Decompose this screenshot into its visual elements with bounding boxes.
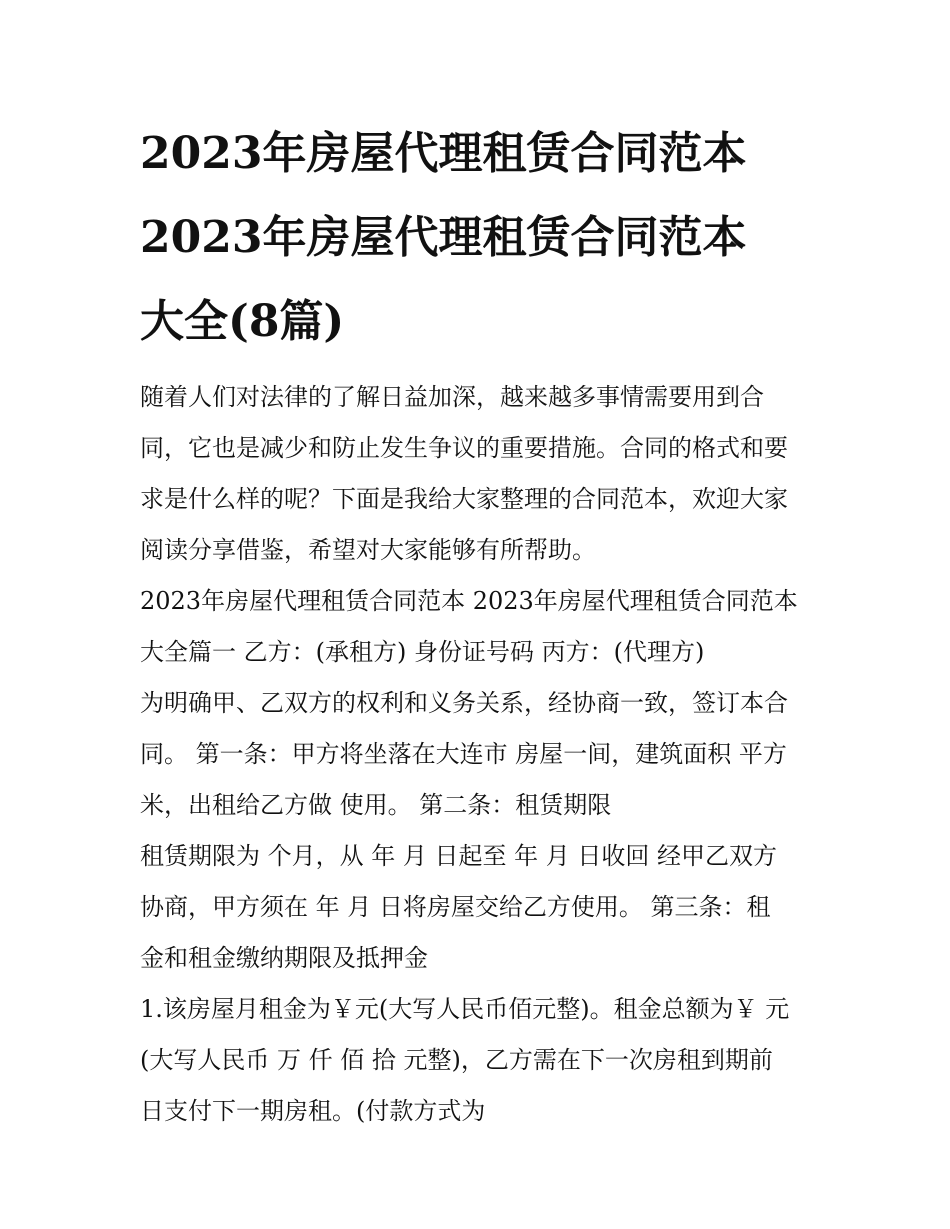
text-line: 同。 第一条：甲方将坐落在大连市 房屋一间，建筑面积 平方 bbox=[140, 740, 787, 768]
intro-paragraph bbox=[140, 372, 820, 576]
title-line: 大全(8篇) bbox=[140, 296, 345, 347]
document-title bbox=[140, 112, 820, 364]
text-line: 随着人们对法律的了解日益加深，越来越多事情需要用到合 bbox=[140, 383, 764, 411]
title-line: 2023年房屋代理租赁合同范本 bbox=[140, 128, 747, 179]
clause-paragraph-1 bbox=[140, 678, 820, 831]
text-line: 同，它也是减少和防止发生争议的重要措施。合同的格式和要 bbox=[140, 434, 788, 462]
clause-paragraph-2 bbox=[140, 831, 820, 984]
text-line: 金和租金缴纳期限及抵押金 bbox=[140, 944, 428, 972]
text-line: 2023年房屋代理租赁合同范本 2023年房屋代理租赁合同范本 bbox=[140, 587, 798, 615]
text-line: 阅读分享借鉴，希望对大家能够有所帮助。 bbox=[140, 536, 596, 564]
text-line: (大写人民币 万 仟 佰 拾 元整)，乙方需在下一次房租到期前 bbox=[140, 1046, 773, 1074]
text-line: 米，出租给乙方做 使用。 第二条：租赁期限 bbox=[140, 791, 612, 819]
text-line: 协商，甲方须在 年 月 日将房屋交给乙方使用。 第三条：租 bbox=[140, 893, 771, 921]
text-line: 租赁期限为 个月，从 年 月 日起至 年 月 日收回 经甲乙双方 bbox=[140, 842, 778, 870]
text-line: 大全篇一 乙方：(承租方) 身份证号码 丙方：(代理方) bbox=[140, 638, 705, 666]
text-line: 为明确甲、乙双方的权利和义务关系，经协商一致，签订本合 bbox=[140, 689, 788, 717]
document-page bbox=[140, 112, 820, 1137]
section-heading-paragraph bbox=[140, 576, 820, 678]
clause-paragraph-3 bbox=[140, 984, 820, 1137]
text-line: 1.该房屋月租金为￥元(大写人民币佰元整)。租金总额为￥ 元 bbox=[140, 995, 790, 1023]
text-line: 求是什么样的呢？下面是我给大家整理的合同范本，欢迎大家 bbox=[140, 485, 788, 513]
text-line: 日支付下一期房租。(付款方式为 bbox=[140, 1097, 486, 1125]
title-line: 2023年房屋代理租赁合同范本 bbox=[140, 212, 747, 263]
